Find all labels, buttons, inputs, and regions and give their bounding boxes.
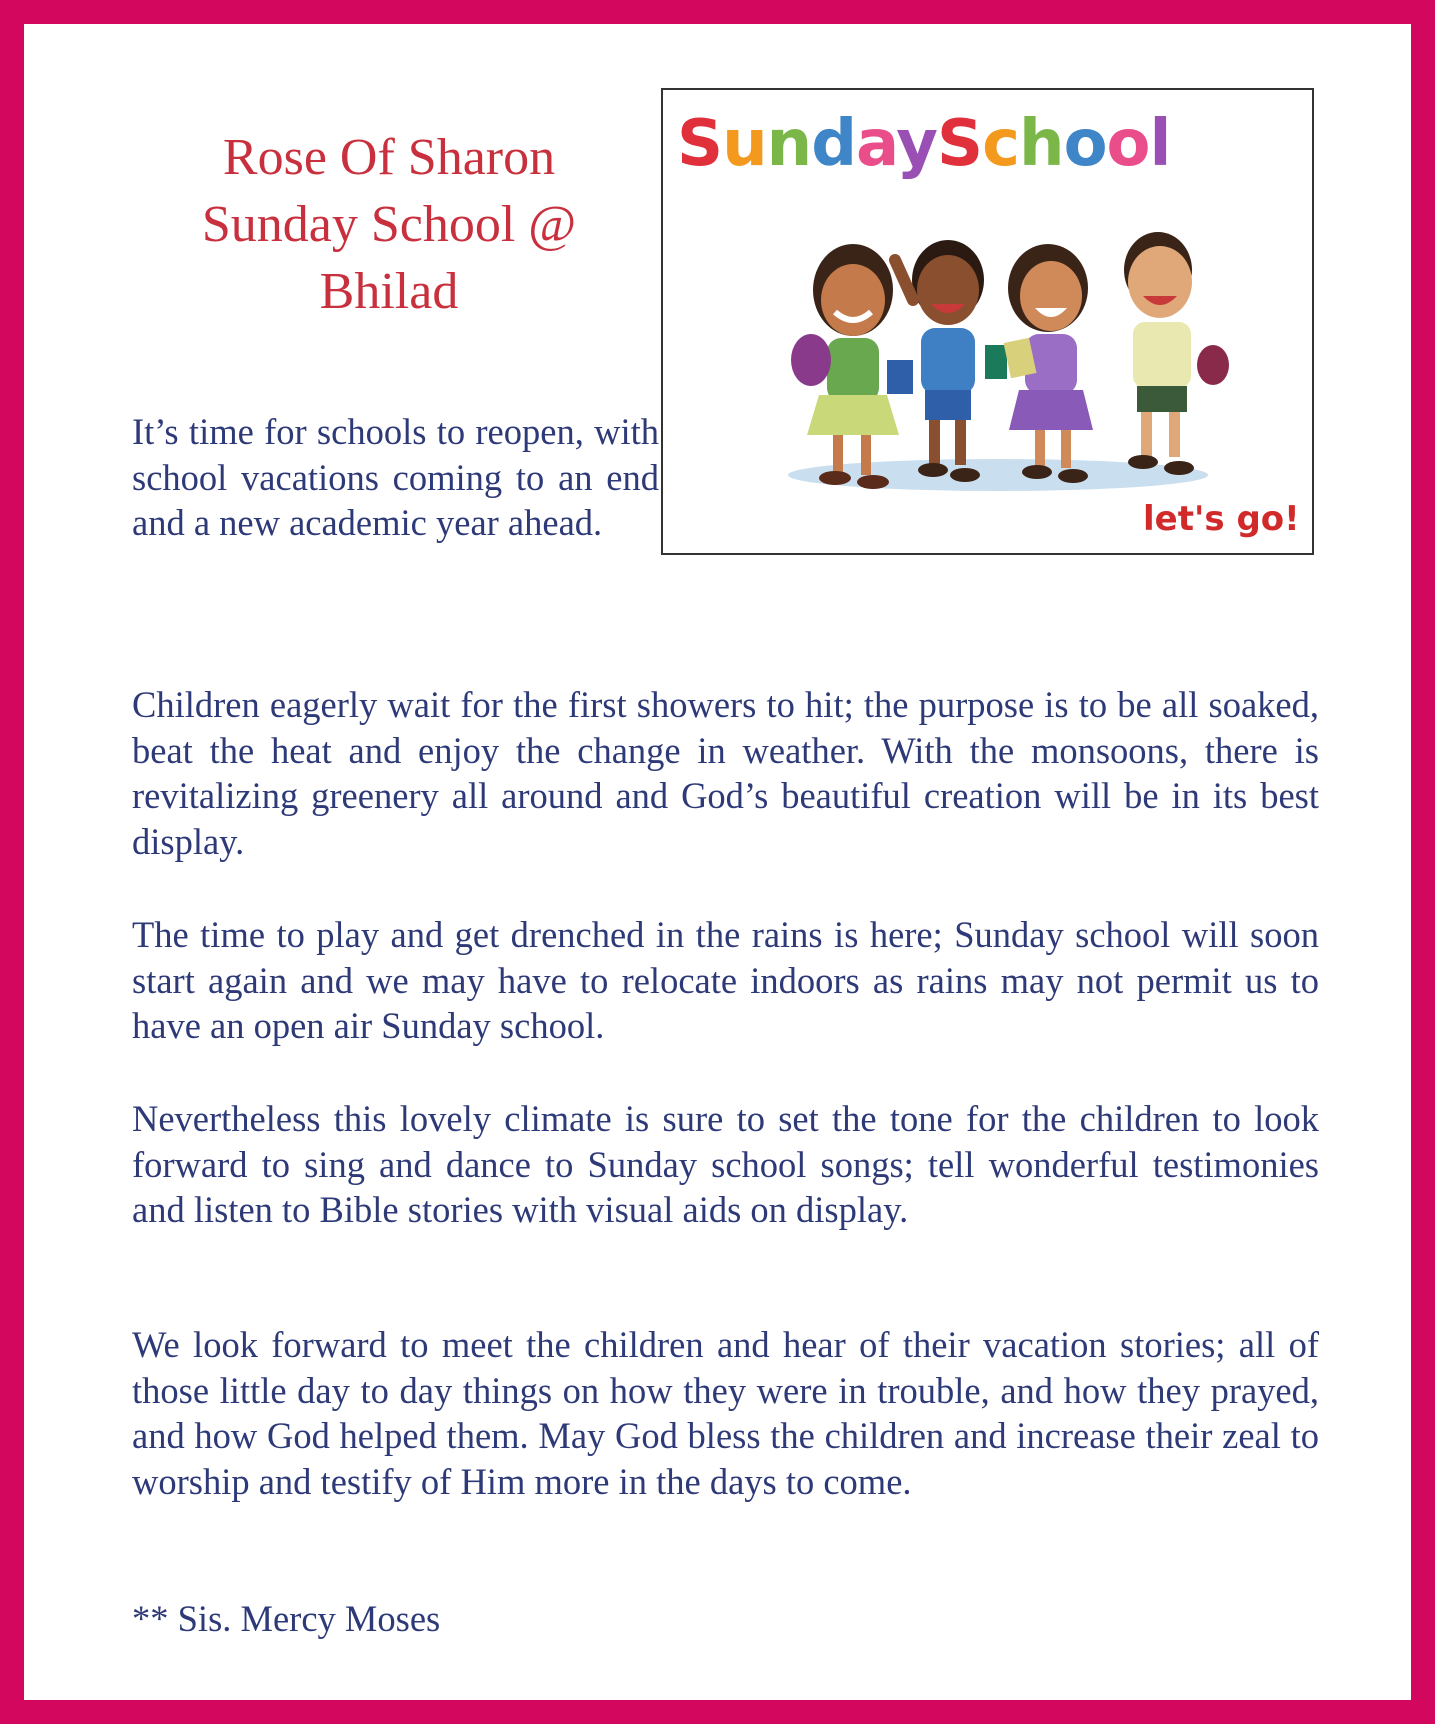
heading-letter: l	[1149, 107, 1171, 181]
illustration-tagline: let's go!	[1143, 499, 1300, 539]
sunday-school-illustration	[661, 88, 1314, 555]
heading-letter: o	[1063, 107, 1107, 181]
illustration-svg	[663, 90, 1312, 553]
heading-letter: S	[677, 107, 723, 181]
heading-letter: S	[936, 107, 983, 181]
kid-boy-2-figure	[1124, 232, 1229, 475]
heading-letter: h	[1019, 107, 1064, 181]
paragraph-monsoon: Children eagerly wait for the first showers to hit; the purpose is to be all soaked, beat the heat and enjoy the change in weather. With the monsoons, there is revitalizing greenery all around and God’s beautiful creation will be in its best display.	[132, 684, 1319, 862]
kid-girl-2-figure	[1004, 244, 1093, 483]
paragraph-rains: The time to play and get drenched in the rains is here; Sunday school will soon start again and we may have to relocate indoors as rains may not permit us to have an open air Sunday school.	[132, 914, 1319, 1046]
heading-letter: a	[856, 107, 897, 181]
signature: ** Sis. Mercy Moses	[132, 1598, 441, 1639]
heading-letter: c	[982, 107, 1019, 181]
kid-girl-1-figure	[791, 244, 913, 489]
title-line-1: Rose Of Sharon	[222, 129, 556, 186]
intro-paragraph: It’s time for schools to reopen, with school vacations coming to an end and a new academic year ahead.	[132, 411, 659, 543]
heading-letter: n	[766, 107, 812, 181]
paragraph-climate: Nevertheless this lovely climate is sure to set the tone for the children to look forward to sing and dance to Sunday school songs; tell wonderful testimonies and listen to Bible stories with visual aids on display.	[132, 1098, 1319, 1230]
paragraph-vacation-stories: We look forward to meet the children and hear of their vacation stories; all of those little day to day things on how they were in trouble, and how they prayed, and how God helped them. May God bless the children and increase their zeal to worship and testify of Him more in the days to come.	[132, 1324, 1319, 1502]
illustration-heading	[677, 107, 1170, 181]
newsletter-page	[24, 24, 1411, 1700]
heading-letter: u	[722, 107, 767, 181]
page-title	[134, 124, 644, 325]
heading-letter: d	[811, 107, 857, 181]
heading-letter: o	[1106, 107, 1150, 181]
title-line-3: Bhilad	[319, 263, 459, 320]
title-line-2: Sunday School @	[201, 196, 577, 253]
heading-letter: y	[896, 107, 937, 181]
